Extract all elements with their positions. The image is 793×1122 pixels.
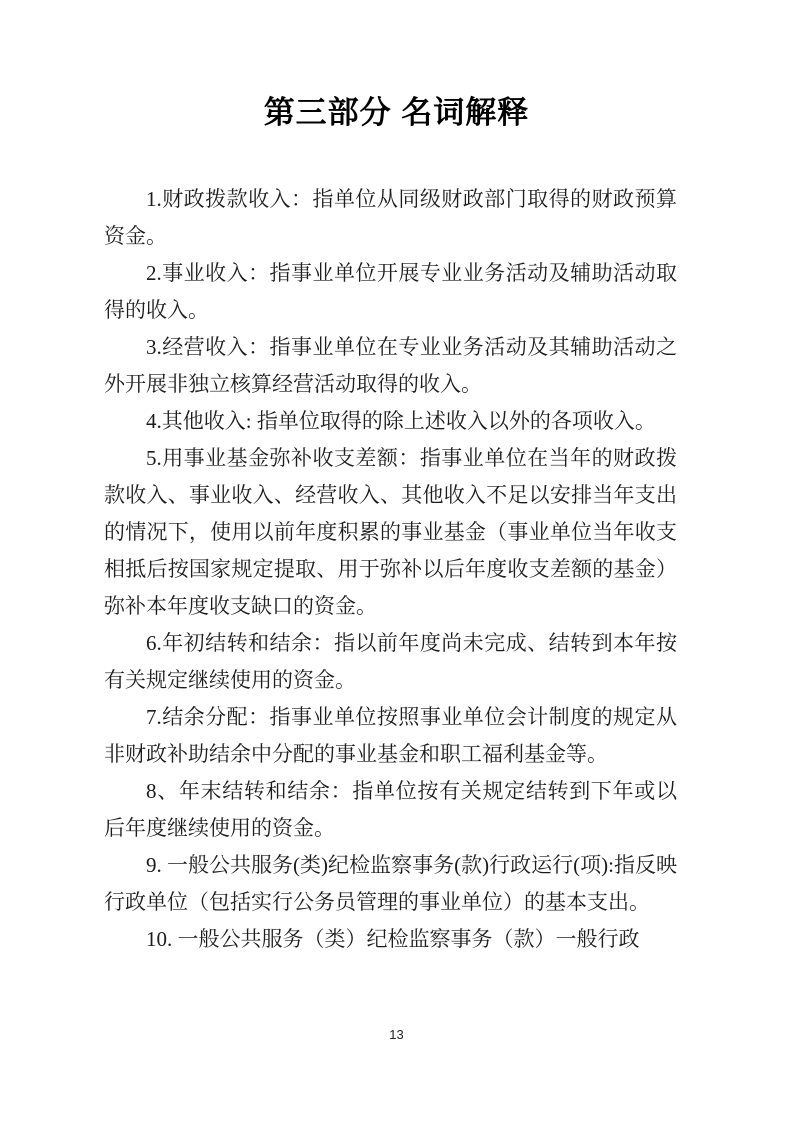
page-number: 13: [389, 1027, 404, 1042]
paragraph-6: 6.年初结转和结余：指以前年度尚未完成、结转到本年按有关规定继续使用的资金。: [104, 631, 677, 692]
paragraph-4: 4.其他收入: 指单位取得的除上述收入以外的各项收入。: [146, 409, 656, 433]
paragraph-1: 1.财政拨款收入：指单位从同级财政部门取得的财政预算资金。: [104, 187, 677, 248]
paragraph-8: 8、年末结转和结余：指单位按有关规定结转到下年或以后年度继续使用的资金。: [104, 779, 677, 840]
paragraph-5: 5.用事业基金弥补收支差额：指事业单位在当年的财政拨款收入、事业收入、经营收入、其他收入不足以安排当年支出的情况下，使用以前年度积累的事业基金（事业单位当年收支相抵后按国家规定提取、用于弥补以后年度收支差额的基金）弥补本年度收支缺口的资金。: [104, 446, 677, 618]
page-title: 第三部分 名词解释: [263, 95, 530, 130]
paragraph-7: 7.结余分配：指事业单位按照事业单位会计制度的规定从非财政补助结余中分配的事业基金和职工福利基金等。: [104, 705, 677, 766]
paragraph-3: 3.经营收入：指事业单位在专业业务活动及其辅助活动之外开展非独立核算经营活动取得的收入。: [104, 335, 677, 396]
document-body: [104, 181, 677, 958]
paragraph-2: 2.事业收入：指事业单位开展专业业务活动及辅助活动取得的收入。: [104, 261, 677, 322]
paragraph-10: 10. 一般公共服务（类）纪检监察事务（款）一般行政: [146, 927, 640, 951]
paragraph-9: 9. 一般公共服务(类)纪检监察事务(款)行政运行(项):指反映行政单位（包括实行公务员管理的事业单位）的基本支出。: [104, 853, 677, 914]
